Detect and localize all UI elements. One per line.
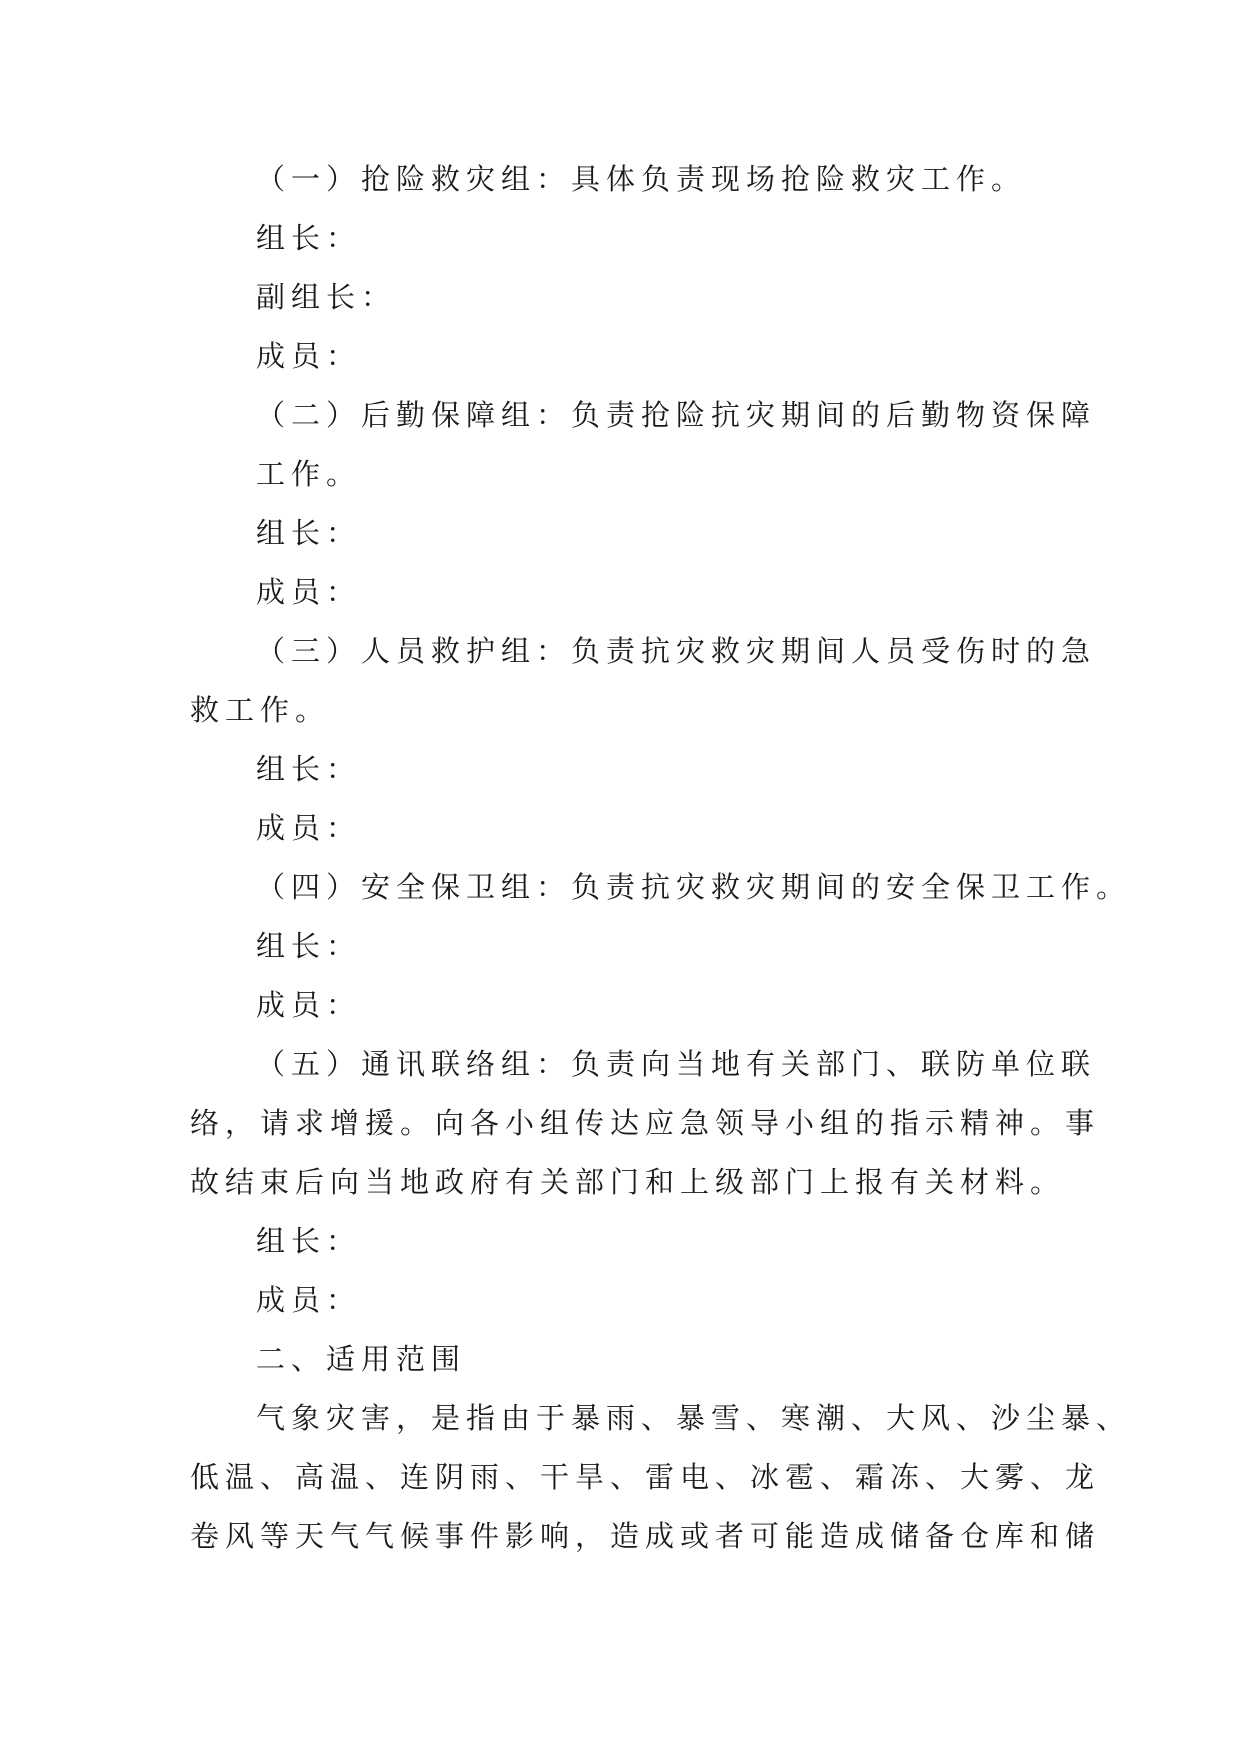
text-line: （二）后勤保障组：负责抢险抗灾期间的后勤物资保障 — [256, 398, 1097, 432]
text-line: （一）抢险救灾组：具体负责现场抢险救灾工作。 — [256, 162, 1027, 196]
text-line: 气象灾害，是指由于暴雨、暴雪、寒潮、大风、沙尘暴、 — [256, 1401, 1132, 1435]
text-line: 成员： — [256, 339, 362, 373]
text-line: 成员： — [256, 1283, 362, 1317]
text-line: 副组长： — [256, 280, 397, 314]
text-line: （五）通讯联络组：负责向当地有关部门、联防单位联 — [256, 1047, 1097, 1081]
text-line: 故结束后向当地政府有关部门和上级部门上报有关材料。 — [190, 1165, 1066, 1199]
text-line: 工作。 — [256, 457, 362, 491]
text-line: （三）人员救护组：负责抗灾救灾期间人员受伤时的急 — [256, 634, 1097, 668]
text-line: 成员： — [256, 988, 362, 1022]
text-line: 组长： — [256, 516, 362, 550]
section-heading: 二、适用范围 — [256, 1342, 467, 1376]
text-line: 组长： — [256, 752, 362, 786]
text-line: 组长： — [256, 929, 362, 963]
text-line: 救工作。 — [190, 693, 331, 727]
text-line: 络，请求增援。向各小组传达应急领导小组的指示精神。事 — [190, 1106, 1101, 1140]
text-line: 成员： — [256, 575, 362, 609]
text-line: 低温、高温、连阴雨、干旱、雷电、冰雹、霜冻、大雾、龙 — [190, 1460, 1101, 1494]
text-line: 组长： — [256, 221, 362, 255]
text-line: （四）安全保卫组：负责抗灾救灾期间的安全保卫工作。 — [256, 870, 1132, 904]
text-line: 卷风等天气气候事件影响，造成或者可能造成储备仓库和储 — [190, 1519, 1101, 1553]
text-line: 成员： — [256, 811, 362, 845]
text-line: 组长： — [256, 1224, 362, 1258]
document-body — [190, 150, 1132, 1566]
